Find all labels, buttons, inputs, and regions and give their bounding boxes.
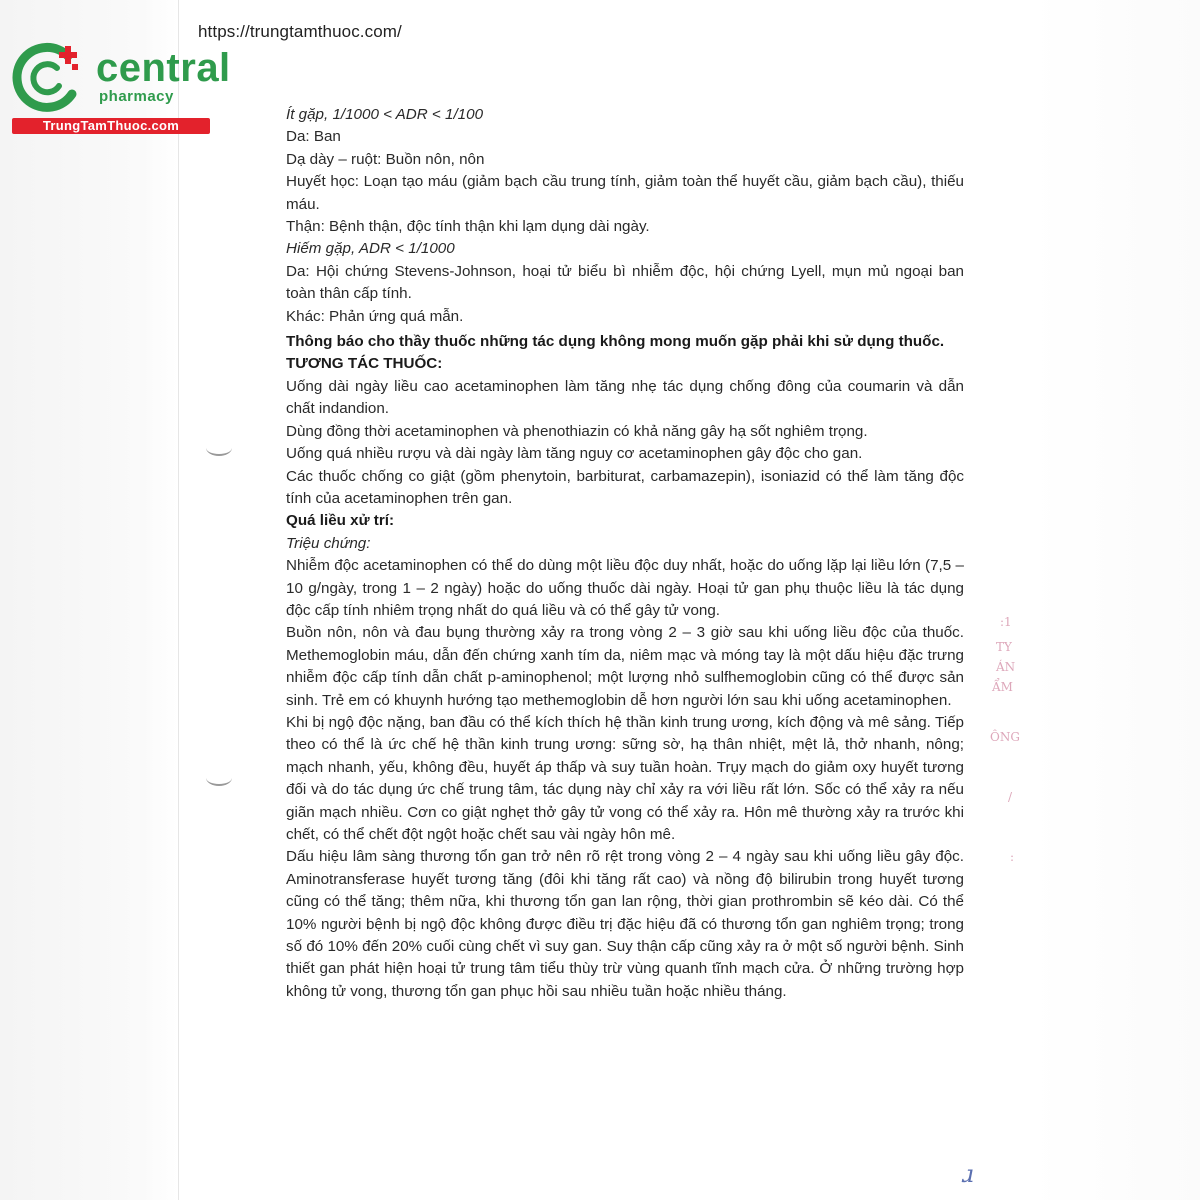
- paragraph: Dạ dày – ruột: Buồn nôn, nôn: [286, 150, 485, 168]
- binder-hole-mark: [206, 440, 232, 456]
- paragraph: Buồn nôn, nôn và đau bụng thường xảy ra trong vòng 2 – 3 giờ sau khi uống liều độc của thuốc. Methemoglobin máu, dẫn đến chứng xanh tím da, niêm mạc và móng tay là một dấu hiệu đặc trưng nhiễm độc cấp tính dẫn chất p-aminophenol; một lượng nhỏ sulfhemoglobin cũng có thể được sản sinh. Trẻ em có khuynh hướng tạo methemoglobin dễ hơn người lớn sau khi uống acetaminophen.: [286, 624, 964, 709]
- paragraph: Nhiễm độc acetaminophen có thể do dùng một liều độc duy nhất, hoặc do uống lặp lại liều lớn (7,5 – 10 g/ngày, trong 1 – 2 ngày) hoặc do uống thuốc dài ngày. Hoại tử gan phụ thuộc liều là tác dụng độc cấp tính nhiêm trọng nhất do quá liều và có thể gây tử vong.: [286, 557, 964, 619]
- paragraph: Da: Ban: [286, 128, 341, 146]
- faded-stamp-mark: :1 TY ÁN ẨM ÔNG / :: [990, 615, 1020, 864]
- notice-bold: Thông báo cho thầy thuốc những tác dụng không mong muốn gặp phải khi sử dụng thuốc.: [286, 333, 945, 351]
- paragraph: Uống quá nhiều rượu và dài ngày làm tăng nguy cơ acetaminophen gây độc cho gan.: [286, 445, 863, 463]
- pharmacy-logo-icon: [10, 38, 90, 118]
- scanned-page-margin: [0, 0, 178, 1200]
- source-url[interactable]: https://trungtamthuoc.com/: [198, 22, 402, 41]
- logo-wordmark: central: [96, 46, 231, 90]
- page-fold-line: [178, 0, 179, 1200]
- logo-subtitle: pharmacy: [99, 88, 174, 105]
- paragraph: Uống dài ngày liều cao acetaminophen làm tăng nhẹ tác dụng chống đông của coumarin và dẫn chất indandion.: [286, 377, 964, 418]
- paragraph: Dấu hiệu lâm sàng thương tổn gan trở nên rõ rệt trong vòng 2 – 4 ngày sau khi uống liều gây độc. Aminotransferase huyết tương tăng (đôi khi tăng rất cao) và nồng độ bilirubin trong huyết tương cũng có thể tăng; thêm nữa, khi thương tổn gan lan rộng, thời gian prothrombin sẽ kéo dài. Có thể 10% người bệnh bị ngộ độc không được điều trị đặc hiệu đã có thương tổn gan nghiêm trọng; trong số đó 10% đến 20% cuối cùng chết vì suy gan. Suy thận cấp cũng xảy ra ở một số người bệnh. Sinh thiết gan phát hiện hoại tử trung tâm tiểu thùy trừ vùng quanh tĩnh mạch cửa. Ở những trường hợp không tử vong, thương tổn gan phục hồi sau nhiều tuần hoặc nhiều tháng.: [286, 848, 964, 1000]
- leaflet-body: [286, 104, 964, 1003]
- paragraph: Khác: Phản ứng quá mẫn.: [286, 307, 464, 325]
- page-right-edge: [1030, 0, 1200, 1200]
- paragraph: Khi bị ngộ độc nặng, ban đầu có thể kích thích hệ thần kinh trung ương, kích động và mê sảng. Tiếp theo có thể là ức chế hệ thần kinh trung ương: sững sờ, hạ thân nhiệt, mệt lả, thở nhanh, nông; mạch nhanh, yếu, không đều, huyết áp thấp và suy tuần hoàn. Trụy mạch do giảm oxy huyết tương đối và do tác dụng ức chế trung tâm, tác dụng này chỉ xảy ra với liều rất lớn. Sốc có thể xảy ra nếu giãn mạch nhiều. Cơn co giật nghẹt thở gây tử vong có thể xảy ra. Hôn mê thường xảy ra trước khi chết, có thể chết đột ngột hoặc chết sau vài ngày hôn mê.: [286, 713, 964, 843]
- section-subheading-symptoms: Triệu chứng:: [286, 534, 371, 552]
- paragraph: Huyết học: Loạn tạo máu (giảm bạch cầu trung tính, giảm toàn thể huyết cầu, giảm bạch cầu), thiếu máu.: [286, 173, 964, 213]
- section-subheading-rare: Hiếm gặp, ADR < 1/1000: [286, 240, 455, 258]
- logo-banner: TrungTamThuoc.com: [12, 118, 210, 134]
- pharmacy-logo[interactable]: [10, 38, 231, 138]
- paragraph: Dùng đồng thời acetaminophen và phenothiazin có khả năng gây hạ sốt nghiêm trọng.: [286, 422, 868, 440]
- paragraph: Các thuốc chống co giật (gồm phenytoin, barbiturat, carbamazepin), isoniazid có thể làm tăng độc tính của acetaminophen trên gan.: [286, 467, 964, 507]
- binder-hole-mark: [206, 770, 232, 786]
- section-heading-overdose: Quá liều xử trí:: [286, 512, 395, 530]
- paragraph: Thận: Bệnh thận, độc tính thận khi lạm dụng dài ngày.: [286, 218, 650, 236]
- section-heading-interactions: TƯƠNG TÁC THUỐC:: [286, 355, 443, 373]
- section-subheading-uncommon: Ít gặp, 1/1000 < ADR < 1/100: [286, 106, 484, 123]
- handwritten-initial: ɹ: [962, 1160, 975, 1188]
- paragraph: Da: Hội chứng Stevens-Johnson, hoại tử biểu bì nhiễm độc, hội chứng Lyell, mụn mủ ngoại ban toàn thân cấp tính.: [286, 262, 964, 303]
